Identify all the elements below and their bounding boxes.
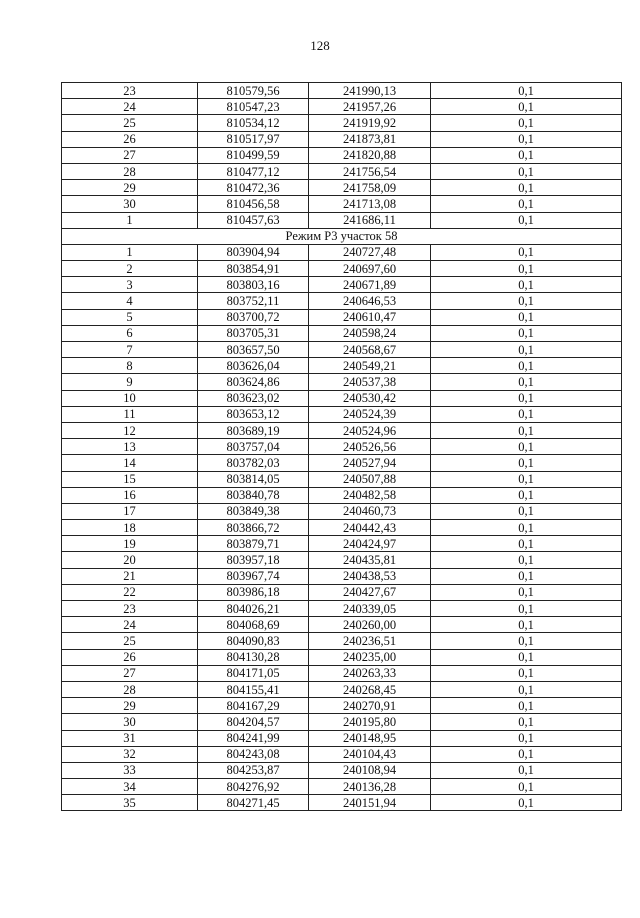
x-coordinate-cell: 803879,71 [198,536,309,552]
y-coordinate-cell: 240697,60 [309,261,431,277]
y-coordinate-cell: 240148,95 [309,730,431,746]
y-coordinate-cell: 240527,94 [309,455,431,471]
table-row [62,455,622,471]
point-number-cell: 28 [62,163,198,179]
table-row [62,503,622,519]
accuracy-cell: 0,1 [431,131,622,147]
accuracy-cell: 0,1 [431,342,622,358]
table-row [62,83,622,99]
point-number-cell: 30 [62,196,198,212]
point-number-cell: 14 [62,455,198,471]
accuracy-cell: 0,1 [431,455,622,471]
x-coordinate-cell: 803957,18 [198,552,309,568]
y-coordinate-cell: 240235,00 [309,649,431,665]
y-coordinate-cell: 241713,08 [309,196,431,212]
table-row [62,212,622,228]
accuracy-cell: 0,1 [431,439,622,455]
point-number-cell: 28 [62,681,198,697]
accuracy-cell: 0,1 [431,681,622,697]
y-coordinate-cell: 240104,43 [309,746,431,762]
y-coordinate-cell: 240727,48 [309,244,431,260]
table-row [62,99,622,115]
y-coordinate-cell: 240151,94 [309,795,431,811]
x-coordinate-cell: 810547,23 [198,99,309,115]
accuracy-cell: 0,1 [431,261,622,277]
x-coordinate-cell: 803782,03 [198,455,309,471]
table-row [62,471,622,487]
table-row [62,746,622,762]
table-row [62,374,622,390]
table-row [62,147,622,163]
accuracy-cell: 0,1 [431,617,622,633]
y-coordinate-cell: 241990,13 [309,83,431,99]
table-row [62,649,622,665]
point-number-cell: 25 [62,633,198,649]
accuracy-cell: 0,1 [431,568,622,584]
table-row [62,244,622,260]
accuracy-cell: 0,1 [431,584,622,600]
point-number-cell: 20 [62,552,198,568]
y-coordinate-cell: 241919,92 [309,115,431,131]
table-row [62,698,622,714]
table-row [62,617,622,633]
y-coordinate-cell: 240236,51 [309,633,431,649]
accuracy-cell: 0,1 [431,422,622,438]
accuracy-cell: 0,1 [431,277,622,293]
x-coordinate-cell: 803626,04 [198,358,309,374]
point-number-cell: 24 [62,99,198,115]
point-number-cell: 17 [62,503,198,519]
x-coordinate-cell: 803757,04 [198,439,309,455]
table-row [62,779,622,795]
table-row [62,439,622,455]
point-number-cell: 13 [62,439,198,455]
page-number: 128 [310,38,330,53]
accuracy-cell: 0,1 [431,406,622,422]
table-row [62,180,622,196]
point-number-cell: 33 [62,762,198,778]
x-coordinate-cell: 803623,02 [198,390,309,406]
accuracy-cell: 0,1 [431,374,622,390]
y-coordinate-cell: 240263,33 [309,665,431,681]
point-number-cell: 26 [62,131,198,147]
table-row [62,358,622,374]
y-coordinate-cell: 240530,42 [309,390,431,406]
x-coordinate-cell: 810472,36 [198,180,309,196]
accuracy-cell: 0,1 [431,795,622,811]
table-row [62,714,622,730]
point-number-cell: 7 [62,342,198,358]
point-number-cell: 26 [62,649,198,665]
point-number-cell: 22 [62,584,198,600]
point-number-cell: 35 [62,795,198,811]
x-coordinate-cell: 804204,57 [198,714,309,730]
point-number-cell: 15 [62,471,198,487]
point-number-cell: 5 [62,309,198,325]
x-coordinate-cell: 804241,99 [198,730,309,746]
point-number-cell: 19 [62,536,198,552]
x-coordinate-cell: 804155,41 [198,681,309,697]
table-row [62,406,622,422]
x-coordinate-cell: 803657,50 [198,342,309,358]
table-row [62,325,622,341]
accuracy-cell: 0,1 [431,471,622,487]
point-number-cell: 32 [62,746,198,762]
x-coordinate-cell: 803624,86 [198,374,309,390]
y-coordinate-cell: 240524,96 [309,422,431,438]
y-coordinate-cell: 240438,53 [309,568,431,584]
table-row [62,196,622,212]
accuracy-cell: 0,1 [431,115,622,131]
point-number-cell: 10 [62,390,198,406]
y-coordinate-cell: 240108,94 [309,762,431,778]
accuracy-cell: 0,1 [431,83,622,99]
x-coordinate-cell: 803866,72 [198,520,309,536]
y-coordinate-cell: 240424,97 [309,536,431,552]
x-coordinate-cell: 803840,78 [198,487,309,503]
y-coordinate-cell: 240549,21 [309,358,431,374]
accuracy-cell: 0,1 [431,309,622,325]
accuracy-cell: 0,1 [431,649,622,665]
x-coordinate-cell: 804068,69 [198,617,309,633]
x-coordinate-cell: 804243,08 [198,746,309,762]
point-number-cell: 23 [62,83,198,99]
point-number-cell: 29 [62,180,198,196]
x-coordinate-cell: 803752,11 [198,293,309,309]
table-row [62,342,622,358]
section-title: Режим Р3 участок 58 [62,228,622,244]
table-row [62,601,622,617]
accuracy-cell: 0,1 [431,244,622,260]
y-coordinate-cell: 241957,26 [309,99,431,115]
table-row [62,277,622,293]
accuracy-cell: 0,1 [431,762,622,778]
y-coordinate-cell: 240598,24 [309,325,431,341]
x-coordinate-cell: 803803,16 [198,277,309,293]
point-number-cell: 25 [62,115,198,131]
x-coordinate-cell: 810456,58 [198,196,309,212]
table-row [62,584,622,600]
table-row [62,762,622,778]
accuracy-cell: 0,1 [431,746,622,762]
accuracy-cell: 0,1 [431,196,622,212]
x-coordinate-cell: 803689,19 [198,422,309,438]
x-coordinate-cell: 803700,72 [198,309,309,325]
table-row [62,681,622,697]
x-coordinate-cell: 804171,05 [198,665,309,681]
table-row [62,487,622,503]
x-coordinate-cell: 804253,87 [198,762,309,778]
y-coordinate-cell: 241758,09 [309,180,431,196]
section-header-row [62,228,622,244]
table-row [62,115,622,131]
y-coordinate-cell: 240268,45 [309,681,431,697]
accuracy-cell: 0,1 [431,633,622,649]
x-coordinate-cell: 804130,28 [198,649,309,665]
x-coordinate-cell: 803986,18 [198,584,309,600]
y-coordinate-cell: 240524,39 [309,406,431,422]
point-number-cell: 29 [62,698,198,714]
point-number-cell: 1 [62,212,198,228]
point-number-cell: 1 [62,244,198,260]
accuracy-cell: 0,1 [431,147,622,163]
y-coordinate-cell: 240195,80 [309,714,431,730]
coordinates-table-body [62,83,622,811]
accuracy-cell: 0,1 [431,552,622,568]
x-coordinate-cell: 804276,92 [198,779,309,795]
y-coordinate-cell: 240136,28 [309,779,431,795]
point-number-cell: 27 [62,147,198,163]
y-coordinate-cell: 240427,67 [309,584,431,600]
x-coordinate-cell: 803904,94 [198,244,309,260]
table-row [62,163,622,179]
x-coordinate-cell: 810477,12 [198,163,309,179]
y-coordinate-cell: 240260,00 [309,617,431,633]
table-row [62,730,622,746]
y-coordinate-cell: 240442,43 [309,520,431,536]
table-row [62,390,622,406]
table-row [62,520,622,536]
accuracy-cell: 0,1 [431,520,622,536]
point-number-cell: 3 [62,277,198,293]
x-coordinate-cell: 810499,59 [198,147,309,163]
coordinates-table [61,82,622,811]
table-row [62,293,622,309]
point-number-cell: 18 [62,520,198,536]
y-coordinate-cell: 240460,73 [309,503,431,519]
table-row [62,665,622,681]
x-coordinate-cell: 803814,05 [198,471,309,487]
accuracy-cell: 0,1 [431,99,622,115]
accuracy-cell: 0,1 [431,212,622,228]
accuracy-cell: 0,1 [431,665,622,681]
y-coordinate-cell: 240537,38 [309,374,431,390]
table-row [62,795,622,811]
x-coordinate-cell: 803849,38 [198,503,309,519]
y-coordinate-cell: 240610,47 [309,309,431,325]
point-number-cell: 11 [62,406,198,422]
x-coordinate-cell: 803967,74 [198,568,309,584]
point-number-cell: 34 [62,779,198,795]
x-coordinate-cell: 810517,97 [198,131,309,147]
table-row [62,131,622,147]
table-row [62,568,622,584]
x-coordinate-cell: 803653,12 [198,406,309,422]
accuracy-cell: 0,1 [431,698,622,714]
accuracy-cell: 0,1 [431,487,622,503]
accuracy-cell: 0,1 [431,536,622,552]
x-coordinate-cell: 810534,12 [198,115,309,131]
y-coordinate-cell: 240482,58 [309,487,431,503]
accuracy-cell: 0,1 [431,293,622,309]
accuracy-cell: 0,1 [431,730,622,746]
accuracy-cell: 0,1 [431,779,622,795]
x-coordinate-cell: 803705,31 [198,325,309,341]
accuracy-cell: 0,1 [431,358,622,374]
x-coordinate-cell: 804271,45 [198,795,309,811]
point-number-cell: 8 [62,358,198,374]
table-row [62,422,622,438]
accuracy-cell: 0,1 [431,601,622,617]
table-row [62,536,622,552]
accuracy-cell: 0,1 [431,390,622,406]
accuracy-cell: 0,1 [431,180,622,196]
point-number-cell: 6 [62,325,198,341]
y-coordinate-cell: 241820,88 [309,147,431,163]
point-number-cell: 4 [62,293,198,309]
accuracy-cell: 0,1 [431,503,622,519]
point-number-cell: 21 [62,568,198,584]
y-coordinate-cell: 240339,05 [309,601,431,617]
y-coordinate-cell: 240270,91 [309,698,431,714]
table-row [62,633,622,649]
x-coordinate-cell: 803854,91 [198,261,309,277]
point-number-cell: 16 [62,487,198,503]
point-number-cell: 2 [62,261,198,277]
y-coordinate-cell: 240526,56 [309,439,431,455]
table-row [62,261,622,277]
point-number-cell: 31 [62,730,198,746]
x-coordinate-cell: 810579,56 [198,83,309,99]
table-row [62,552,622,568]
point-number-cell: 12 [62,422,198,438]
y-coordinate-cell: 240507,88 [309,471,431,487]
point-number-cell: 9 [62,374,198,390]
table-row [62,309,622,325]
accuracy-cell: 0,1 [431,163,622,179]
x-coordinate-cell: 804026,21 [198,601,309,617]
x-coordinate-cell: 804167,29 [198,698,309,714]
y-coordinate-cell: 241873,81 [309,131,431,147]
y-coordinate-cell: 241756,54 [309,163,431,179]
accuracy-cell: 0,1 [431,714,622,730]
y-coordinate-cell: 240435,81 [309,552,431,568]
x-coordinate-cell: 810457,63 [198,212,309,228]
x-coordinate-cell: 804090,83 [198,633,309,649]
point-number-cell: 30 [62,714,198,730]
y-coordinate-cell: 240671,89 [309,277,431,293]
y-coordinate-cell: 240646,53 [309,293,431,309]
point-number-cell: 24 [62,617,198,633]
y-coordinate-cell: 240568,67 [309,342,431,358]
point-number-cell: 27 [62,665,198,681]
y-coordinate-cell: 241686,11 [309,212,431,228]
point-number-cell: 23 [62,601,198,617]
accuracy-cell: 0,1 [431,325,622,341]
